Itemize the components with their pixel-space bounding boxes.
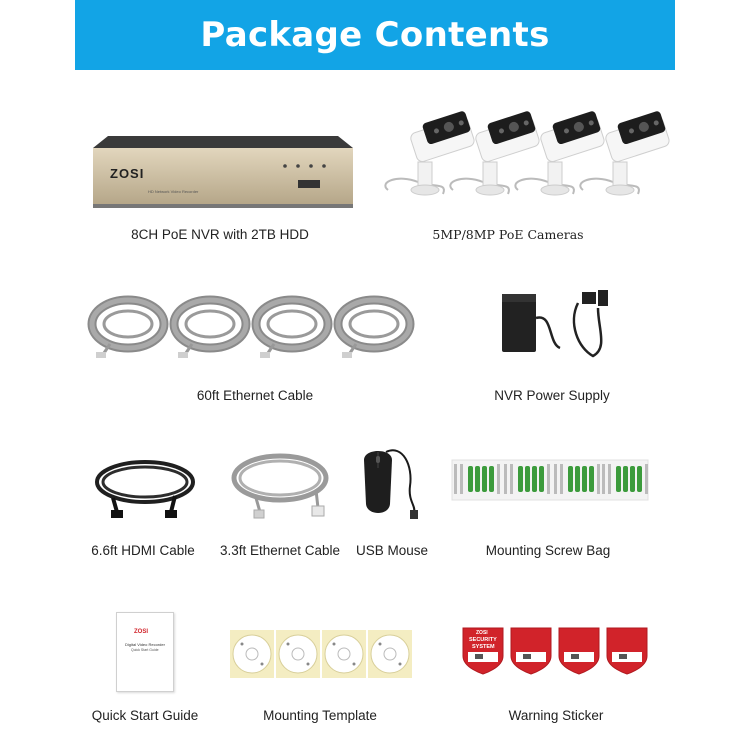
nvr-brand: ZOSI <box>110 166 145 181</box>
cameras-image <box>378 112 673 212</box>
nvr-subtitle: HD Network Video Recorder <box>148 189 199 194</box>
ethernet-60ft-label: 60ft Ethernet Cable <box>196 388 314 403</box>
sticker-line2: SYSTEM <box>472 644 495 650</box>
sticker-line1: SECURITY <box>469 637 497 643</box>
ethernet-60ft-image <box>88 292 418 362</box>
page-title: Package Contents <box>200 15 550 55</box>
screw-bag-image <box>452 460 648 500</box>
mounting-template-image <box>230 630 412 678</box>
cameras-label: 5MP/8MP PoE Cameras <box>432 227 584 242</box>
quick-start-guide-image <box>116 612 174 692</box>
guide-title-line1: Digital Video Recorder <box>125 642 165 647</box>
screw-bag-label: Mounting Screw Bag <box>485 543 611 558</box>
power-supply-label: NVR Power Supply <box>494 388 610 403</box>
guide-brand: ZOSI <box>134 629 149 635</box>
nvr-image <box>88 128 358 218</box>
warning-sticker-image <box>461 624 651 676</box>
power-supply-image <box>498 288 618 363</box>
usb-mouse-label: USB Mouse <box>355 543 429 558</box>
sticker-brand: ZOSI <box>476 630 488 636</box>
hdmi-cable-image <box>93 456 203 520</box>
hdmi-cable-label: 6.6ft HDMI Cable <box>91 543 195 558</box>
guide-title-line2: Quick Start Guide <box>131 648 159 652</box>
usb-mouse-image <box>358 446 428 520</box>
mounting-template-label: Mounting Template <box>263 708 377 723</box>
ethernet-3-3ft-label: 3.3ft Ethernet Cable <box>219 543 341 558</box>
ethernet-3-3ft-image <box>226 450 336 522</box>
nvr-label: 8CH PoE NVR with 2TB HDD <box>131 227 309 242</box>
warning-sticker-label: Warning Sticker <box>508 708 604 723</box>
quick-start-guide-label: Quick Start Guide <box>91 708 199 723</box>
header-banner <box>75 0 675 70</box>
